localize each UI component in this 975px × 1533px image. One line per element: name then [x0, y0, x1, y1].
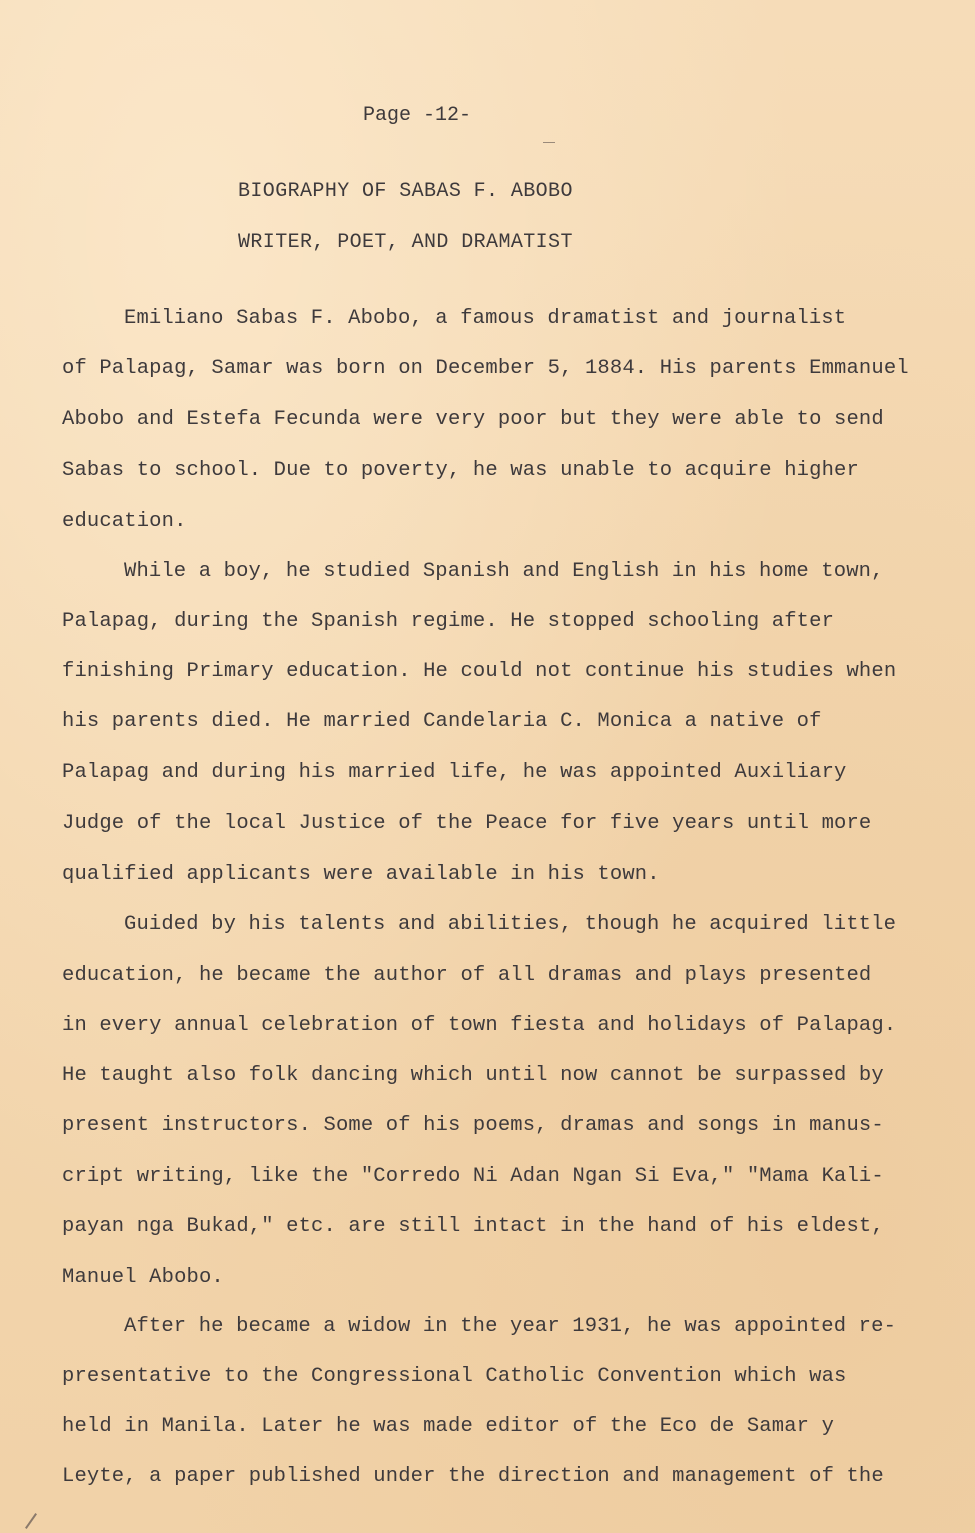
body-line-20: Manuel Abobo.: [62, 1266, 224, 1289]
body-line-3: Abobo and Estefa Fecunda were very poor but they were able to send: [62, 408, 884, 431]
body-line-8: finishing Primary education. He could not continue his studies when: [62, 660, 897, 683]
biography-subtitle: WRITER, POET, AND DRAMATIST: [238, 231, 573, 254]
body-line-11: Judge of the local Justice of the Peace for five years until more: [62, 812, 872, 835]
body-line-5: education.: [62, 510, 187, 533]
pencil-mark: [25, 1513, 37, 1529]
body-line-6: While a boy, he studied Spanish and English in his home town,: [124, 560, 884, 583]
body-line-9: his parents died. He married Candelaria C. Monica a native of: [62, 710, 822, 733]
body-line-23: held in Manila. Later he was made editor of the Eco de Samar y: [62, 1415, 835, 1438]
body-line-4: Sabas to school. Due to poverty, he was unable to acquire higher: [62, 459, 859, 482]
body-line-7: Palapag, during the Spanish regime. He stopped schooling after: [62, 610, 835, 633]
stray-dash-mark: [543, 142, 555, 143]
body-line-12: qualified applicants were available in his town.: [62, 863, 660, 886]
body-line-14: education, he became the author of all dramas and plays presented: [62, 964, 872, 987]
body-line-16: He taught also folk dancing which until now cannot be surpassed by: [62, 1064, 884, 1087]
body-line-2: of Palapag, Samar was born on December 5, 1884. His parents Emmanuel: [62, 357, 909, 380]
body-line-17: present instructors. Some of his poems, dramas and songs in manus-: [62, 1114, 884, 1137]
body-line-18: cript writing, like the "Corredo Ni Adan Ngan Si Eva," "Mama Kali-: [62, 1165, 884, 1188]
biography-title: BIOGRAPHY OF SABAS F. ABOBO: [238, 180, 573, 203]
body-line-1: Emiliano Sabas F. Abobo, a famous dramatist and journalist: [124, 307, 847, 330]
page-number: Page -12-: [363, 104, 472, 127]
body-line-19: payan nga Bukad," etc. are still intact in the hand of his eldest,: [62, 1215, 884, 1238]
body-line-21: After he became a widow in the year 1931, he was appointed re-: [124, 1315, 897, 1338]
body-line-22: presentative to the Congressional Catholic Convention which was: [62, 1365, 847, 1388]
body-line-15: in every annual celebration of town fiesta and holidays of Palapag.: [62, 1014, 897, 1037]
body-line-24: Leyte, a paper published under the direction and management of the: [62, 1465, 884, 1488]
body-line-10: Palapag and during his married life, he was appointed Auxiliary: [62, 761, 847, 784]
body-line-13: Guided by his talents and abilities, though he acquired little: [124, 913, 897, 936]
